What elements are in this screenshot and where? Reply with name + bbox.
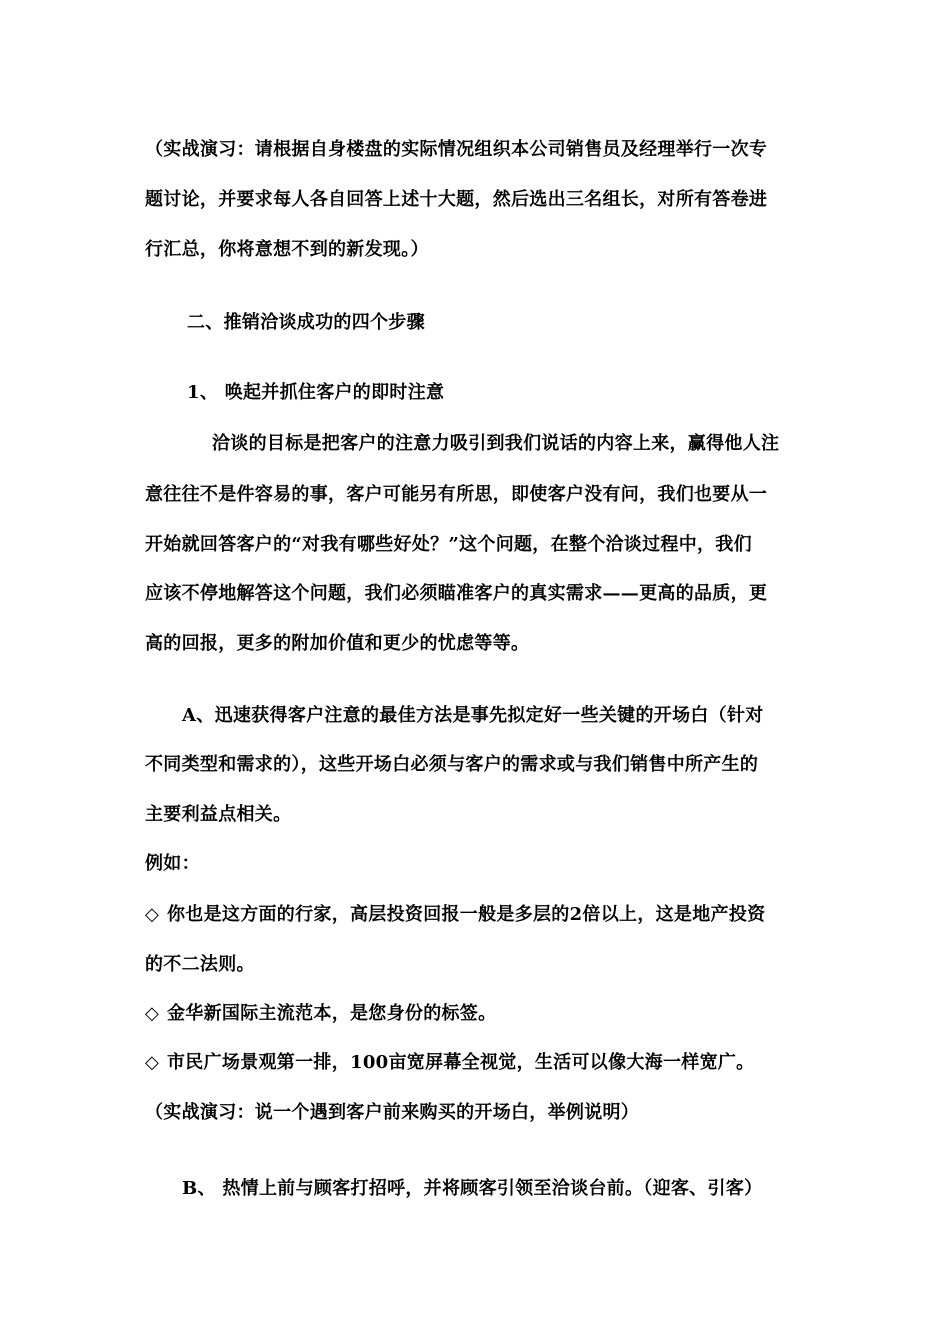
paragraph-1-line-2: 意往往不是件容易的事，客户可能另有所思，即使客户没有问，我们也要从一 [145, 484, 768, 505]
paragraph-1-line-1: 洽谈的目标是把客户的注意力吸引到我们说话的内容上来，赢得他人注 [212, 433, 780, 454]
step-1-heading: 1、 唤起并抓住客户的即时注意 [187, 382, 445, 403]
practice-paragraph-line-3: 行汇总，你将意想不到的新发现。） [145, 239, 429, 260]
bullet-item-2 [145, 1001, 950, 1027]
paragraph-1-line-5: 高的回报，更多的附加价值和更少的忧虑等等。 [145, 633, 530, 654]
bullet-item-2-text: 金华新国际主流范本，是您身份的标签。 [167, 1003, 497, 1024]
section-heading: 二、推销洽谈成功的四个步骤 [187, 312, 425, 333]
paragraph-a-line-1: A、迅速获得客户注意的最佳方法是事先拟定好一些关键的开场白（针对 [182, 705, 764, 726]
bullet-item-1 [145, 902, 950, 928]
diamond-bullet-icon: ◇ [145, 904, 160, 925]
paragraph-a-line-2: 不同类型和需求的），这些开场白必须与客户的需求或与我们销售中所产生的 [145, 754, 759, 775]
example-label: 例如： [145, 853, 200, 874]
paragraph-1-line-3: 开始就回答客户的“对我有哪些好处？”这个问题，在整个洽谈过程中，我们 [145, 534, 752, 555]
bullet-item-1-text: 你也是这方面的行家，高层投资回报一般是多层的2倍以上，这是地产投资 [167, 904, 766, 925]
bullet-item-1-continuation: 的不二法则。 [145, 954, 255, 975]
paragraph-b: B、 热情上前与顾客打招呼，并将顾客引领至洽谈台前。（迎客、引客） [182, 1178, 763, 1199]
bullet-item-3 [145, 1050, 950, 1076]
diamond-bullet-icon: ◇ [145, 1003, 160, 1024]
diamond-bullet-icon: ◇ [145, 1052, 160, 1073]
practice-note: （实战演习：说一个遇到客户前来购买的开场白，举例说明） [145, 1102, 640, 1123]
bullet-item-3-text: 市民广场景观第一排，100亩宽屏幕全视觉，生活可以像大海一样宽广。 [167, 1052, 755, 1073]
paragraph-a-line-3: 主要利益点相关。 [145, 804, 292, 825]
paragraph-1-line-4: 应该不停地解答这个问题，我们必须瞄准客户的真实需求——更高的品质，更 [145, 583, 768, 604]
practice-paragraph-line-1: （实战演习：请根据自身楼盘的实际情况组织本公司销售员及经理举行一次专 [145, 139, 768, 160]
practice-paragraph-line-2: 题讨论，并要求每人各自回答上述十大题，然后选出三名组长，对所有答卷进 [145, 189, 768, 210]
